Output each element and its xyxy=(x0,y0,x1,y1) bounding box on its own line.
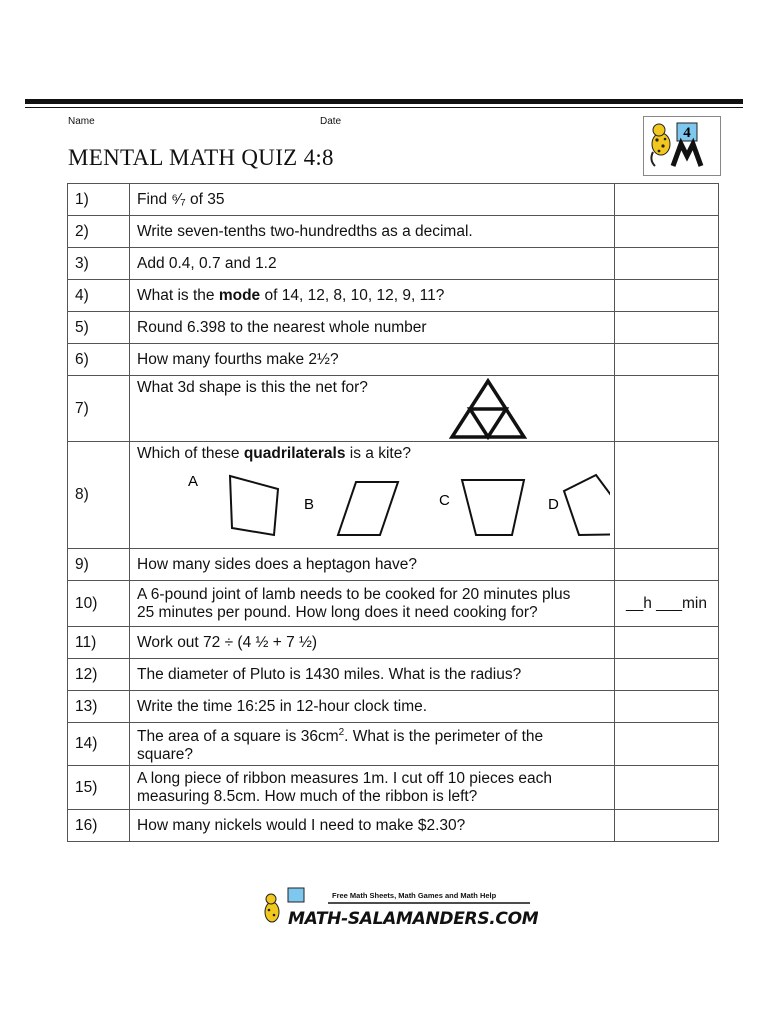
name-label: Name xyxy=(68,116,95,127)
shape-label-c: C xyxy=(439,492,450,509)
question-text-part: Which of these xyxy=(137,445,244,462)
question-text-part: is a kite? xyxy=(345,445,411,462)
question-text-part: What is the xyxy=(137,286,219,304)
table-row xyxy=(68,549,719,581)
table-row xyxy=(68,723,719,766)
question-number: 2) xyxy=(68,216,130,248)
answer-box[interactable] xyxy=(615,280,719,312)
logo-badge: 4 xyxy=(683,125,691,141)
answer-box[interactable] xyxy=(615,312,719,344)
footer-site-logo[interactable] xyxy=(258,884,538,932)
footer-tagline: Free Math Sheets, Math Games and Math Help xyxy=(332,891,497,900)
question-text-part: The area of a square is 36cm xyxy=(137,728,339,746)
question-text-part: . What is the perimeter of the xyxy=(344,728,544,746)
question-keyword: mode xyxy=(218,286,261,304)
question-text-line: A long piece of ribbon measures 1m. I cut off 10 pieces each xyxy=(137,769,553,787)
question-text-line xyxy=(137,724,614,746)
question-text: Add 0.4, 0.7 and 1.2 xyxy=(130,248,615,280)
question-text: How many nickels would I need to make $2.30? xyxy=(130,810,615,842)
question-number: 13) xyxy=(68,691,130,723)
table-row xyxy=(68,344,719,376)
quadrilaterals-diagram xyxy=(130,472,610,542)
answer-box[interactable] xyxy=(615,216,719,248)
question-number: 11) xyxy=(68,627,130,659)
question-number: 16) xyxy=(68,810,130,842)
superscript: 2 xyxy=(338,726,345,738)
question-number: 8) xyxy=(68,442,130,549)
answer-box[interactable] xyxy=(615,549,719,581)
quadrilateral-a xyxy=(230,476,278,535)
question-keyword: quadrilaterals xyxy=(243,445,346,462)
question-number: 1) xyxy=(68,184,130,216)
table-row xyxy=(68,810,719,842)
table-row xyxy=(68,280,719,312)
salamander-logo xyxy=(643,116,721,176)
question-number: 4) xyxy=(68,280,130,312)
quadrilateral-d xyxy=(564,475,610,535)
question-number: 3) xyxy=(68,248,130,280)
question-text xyxy=(137,445,614,463)
header-rule-thin xyxy=(25,107,743,108)
shape-label-d: D xyxy=(548,496,559,513)
answer-box[interactable] xyxy=(615,810,719,842)
question-text: Find ⁶⁄₇ of 35 xyxy=(130,184,615,216)
question-text-part: of 14, 12, 8, 10, 12, 9, 11? xyxy=(260,286,445,304)
question-number: 9) xyxy=(68,549,130,581)
shape-label-b: B xyxy=(304,496,315,513)
answer-box[interactable] xyxy=(615,766,719,810)
answer-box[interactable] xyxy=(615,184,719,216)
shape-label-a: A xyxy=(188,473,199,490)
table-row xyxy=(68,627,719,659)
answer-box[interactable] xyxy=(615,723,719,766)
question-text: Work out 72 ÷ (4 ½ + 7 ½) xyxy=(130,627,615,659)
table-row xyxy=(68,248,719,280)
question-number: 12) xyxy=(68,659,130,691)
table-row xyxy=(68,691,719,723)
question-number: 6) xyxy=(68,344,130,376)
answer-box[interactable] xyxy=(615,659,719,691)
answer-box[interactable]: __h ___min xyxy=(615,581,719,627)
question-text: Write seven-tenths two-hundredths as a decimal. xyxy=(130,216,615,248)
question-number: 14) xyxy=(68,723,130,766)
question-number: 10) xyxy=(68,581,130,627)
question-number: 7) xyxy=(68,376,130,442)
footer-site-name: MATH-SALAMANDERS.COM xyxy=(288,909,538,929)
table-row xyxy=(68,581,719,627)
table-row xyxy=(68,766,719,810)
page-title: MENTAL MATH QUIZ 4:8 xyxy=(68,145,334,170)
question-text-line: square? xyxy=(137,746,194,764)
table-row xyxy=(68,312,719,344)
question-text: Round 6.398 to the nearest whole number xyxy=(130,312,615,344)
answer-box[interactable] xyxy=(615,691,719,723)
table-row xyxy=(68,216,719,248)
answer-box[interactable] xyxy=(615,442,719,549)
table-row xyxy=(68,376,719,442)
answer-box[interactable] xyxy=(615,376,719,442)
answer-box[interactable] xyxy=(615,627,719,659)
date-label: Date xyxy=(320,116,342,127)
question-text xyxy=(130,280,615,312)
answer-box[interactable] xyxy=(615,344,719,376)
question-text-line: A 6-pound joint of lamb needs to be cooked for 20 minutes plus xyxy=(137,585,571,603)
question-text-line: 25 minutes per pound. How long does it need cooking for? xyxy=(137,603,538,621)
table-row xyxy=(68,442,719,549)
question-text: What 3d shape is this the net for? xyxy=(137,379,368,396)
question-number: 5) xyxy=(68,312,130,344)
answer-box[interactable] xyxy=(615,248,719,280)
question-text: The diameter of Pluto is 1430 miles. What is the radius? xyxy=(130,659,615,691)
question-text: How many sides does a heptagon have? xyxy=(130,549,615,581)
header-rule-thick xyxy=(25,99,743,104)
quadrilateral-c xyxy=(462,480,524,535)
quiz-table xyxy=(67,183,719,842)
question-text: How many fourths make 2½? xyxy=(130,344,615,376)
table-row xyxy=(68,184,719,216)
question-number: 15) xyxy=(68,766,130,810)
question-text-line: measuring 8.5cm. How much of the ribbon is left? xyxy=(137,787,478,805)
question-text: Write the time 16:25 in 12-hour clock time. xyxy=(130,691,615,723)
tetrahedron-net-diagram xyxy=(448,378,528,442)
quadrilateral-b xyxy=(338,482,398,535)
table-row xyxy=(68,659,719,691)
